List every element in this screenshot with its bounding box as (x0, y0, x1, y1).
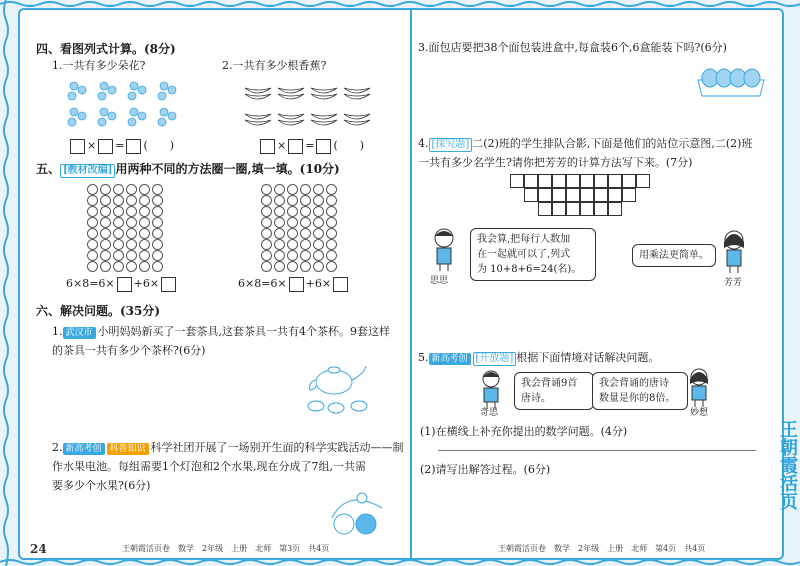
answer-box[interactable] (260, 139, 275, 154)
answer-box[interactable] (316, 139, 331, 154)
seat-cell (622, 188, 636, 202)
miaoxiang-name: 妙想 (690, 408, 709, 418)
answer-box[interactable] (333, 277, 348, 292)
tag-science: 科普知识 (107, 443, 149, 455)
brand-logo: 王朝霞活页 (777, 420, 798, 510)
sisi-name: 思思 (430, 276, 449, 286)
question5-part2: (2)请写出解答过程。(6分) (420, 463, 551, 476)
smiley-face[interactable] (313, 261, 324, 272)
answer-box[interactable] (126, 139, 141, 154)
section5-equation-left: 6×8=6× +6× (66, 274, 178, 293)
seat-cell (538, 188, 552, 202)
page-number: 24 (30, 542, 47, 556)
question3: 3.面包店要把38个面包装进盒中,每盒装6个,6盒能装下吗?(6分) (418, 41, 727, 54)
seat-cell (524, 188, 538, 202)
answer-line[interactable] (438, 450, 756, 451)
worksheet-page (18, 8, 784, 560)
tag-region: 武汉市 (63, 327, 96, 339)
tag-newexam: 新高考创 (63, 443, 105, 455)
section4-title: 四、看图列式计算。(8分) (36, 42, 176, 56)
qisi-name: 奇思 (480, 408, 499, 418)
seat-cell (594, 202, 608, 216)
fangfang-name: 芳芳 (724, 278, 743, 288)
seat-cell (636, 174, 650, 188)
answer-box[interactable] (117, 277, 132, 292)
footer-right: 王朝霞活页卷 数学 2年级 上册 北师 第4页 共4页 (498, 544, 706, 553)
fruit-battery-picture (322, 488, 402, 538)
seat-cell (538, 202, 552, 216)
bread-box-picture (694, 62, 768, 100)
miaoxiang-speech-bubble: 我会背诵的唐诗 数量是你的8倍。 (592, 372, 688, 410)
section6-q2: 2. 新高考创 科普知识 科学社团开展了一场别开生面的科学实践活动——制 作水果电池。每组需要1个灯泡和2个水果,现在分成了7组,一共需 要多少个水果?(6分) (52, 441, 404, 492)
tag-explore: [探究题] (429, 138, 473, 152)
smiley-face[interactable] (126, 261, 137, 272)
answer-box[interactable] (288, 139, 303, 154)
smiley-grid-right (260, 180, 340, 268)
smiley-face[interactable] (113, 261, 124, 272)
smiley-face[interactable] (139, 261, 150, 272)
bananas-equation: × = ( ) (258, 136, 364, 155)
smiley-face[interactable] (261, 261, 272, 272)
tag-textbook: [教材改编] (60, 164, 115, 178)
seat-cell (580, 174, 594, 188)
smiley-face[interactable] (300, 261, 311, 272)
smiley-grid-left (86, 180, 166, 268)
flowers-picture (62, 76, 192, 132)
seat-cell (552, 174, 566, 188)
seat-cell (538, 174, 552, 188)
smiley-face[interactable] (287, 261, 298, 272)
sisi-speech-bubble: 我会算,把每行人数加 在一起就可以了,列式 为 10+8+6=24(名)。 (470, 228, 596, 281)
answer-box[interactable] (161, 277, 176, 292)
fangfang-speech-bubble: 用乘法更简单。 (632, 244, 716, 267)
section4-q1: 1.一共有多少朵花? (52, 59, 146, 72)
miaoxiang-figure (684, 366, 714, 408)
footer-left: 王朝霞活页卷 数学 2年级 上册 北师 第3页 共4页 (122, 544, 330, 553)
question5-part1: (1)在横线上补充你提出的数学问题。(4分) (420, 425, 628, 438)
qisi-speech-bubble: 我会背诵9首 唐诗。 (514, 372, 594, 410)
flowers-equation: × = ( ) (68, 136, 174, 155)
fangfang-figure (718, 228, 750, 274)
seat-cell (580, 202, 594, 216)
smiley-face[interactable] (274, 261, 285, 272)
seat-cell (594, 174, 608, 188)
tag-open: [开放题] (473, 352, 517, 366)
seat-cell (552, 188, 566, 202)
sisi-figure (428, 226, 460, 272)
bananas-picture (240, 76, 380, 132)
seat-cell (566, 188, 580, 202)
seat-cell (524, 174, 538, 188)
answer-box[interactable] (70, 139, 85, 154)
seat-cell (566, 174, 580, 188)
seat-cell (608, 174, 622, 188)
seat-cell (510, 174, 524, 188)
seat-cell (580, 188, 594, 202)
seat-cell (552, 202, 566, 216)
section5-title: 五、 [教材改编] 用两种不同的方法圈一圈,填一填。(10分) (36, 162, 340, 176)
seat-cell (622, 174, 636, 188)
answer-box[interactable] (98, 139, 113, 154)
seating-diagram (510, 174, 670, 218)
smiley-face[interactable] (87, 261, 98, 272)
seat-cell (608, 202, 622, 216)
teaset-picture (304, 362, 384, 416)
question4: 4. [探究题] 二(2)班的学生排队合影,下面是他们的站位示意图,二(2)班 一共有多少名学生?请你把芳芳的计算方法写下来。(7分) (418, 137, 753, 169)
tag-newexam: 新高考创 (429, 353, 471, 365)
seat-cell (594, 188, 608, 202)
section6-title: 六、解决问题。(35分) (36, 304, 161, 318)
seat-cell (566, 202, 580, 216)
question5: 5. 新高考创 [开放题] 根据下面情境对话解决问题。 (418, 351, 660, 364)
smiley-face[interactable] (100, 261, 111, 272)
section4-q2: 2.一共有多少根香蕉? (222, 59, 327, 72)
section6-q1: 1. 武汉市 小明妈妈新买了一套茶具,这套茶具一共有4个茶杯。9套这样 的茶具一共有多少个茶杯?(6分) (52, 325, 391, 357)
smiley-face[interactable] (326, 261, 337, 272)
smiley-face[interactable] (152, 261, 163, 272)
seat-cell (608, 188, 622, 202)
answer-box[interactable] (289, 277, 304, 292)
section5-equation-right: 6×8=6× +6× (238, 274, 350, 293)
